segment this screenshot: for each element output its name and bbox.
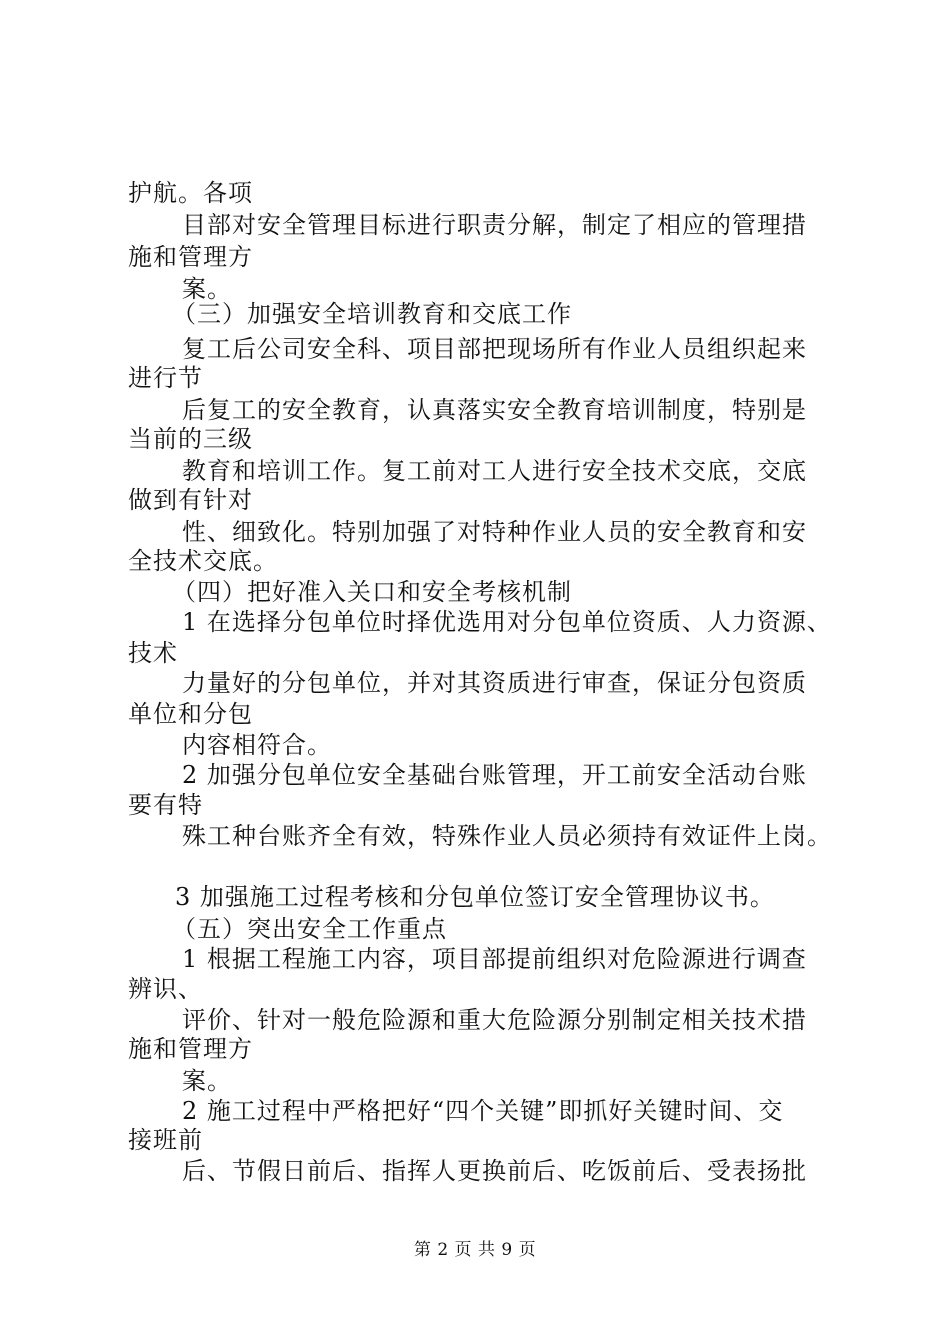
text-line: 评价、针对一般危险源和重大危险源分别制定相关技术措: [182, 1006, 807, 1034]
text-line: 技术: [128, 639, 178, 667]
text-line: 要有特: [128, 791, 203, 819]
text-line: 力量好的分包单位，并对其资质进行审查，保证分包资质: [182, 669, 807, 697]
section-heading: （五）突出安全工作重点: [172, 915, 447, 943]
text-line: 做到有针对: [128, 486, 253, 514]
text-line: 内容相符合。: [182, 731, 332, 759]
section-heading: （四）把好准入关口和安全考核机制: [172, 578, 572, 606]
text-line: 复工后公司安全科、项目部把现场所有作业人员组织起来: [182, 335, 807, 363]
text-line: 1 在选择分包单位时择优选用对分包单位资质、人力资源、: [182, 608, 832, 636]
text-line: 2 加强分包单位安全基础台账管理，开工前安全活动台账: [182, 761, 807, 789]
text-line: 进行节: [128, 364, 203, 392]
text-line: 3 加强施工过程考核和分包单位签订安全管理协议书。: [175, 883, 775, 911]
text-line: 2 施工过程中严格把好“四个关键”即抓好关键时间、交: [182, 1097, 784, 1125]
section-heading: （三）加强安全培训教育和交底工作: [172, 300, 572, 328]
text-line: 后复工的安全教育，认真落实安全教育培训制度，特别是: [182, 396, 807, 424]
text-line: 性、细致化。特别加强了对特种作业人员的安全教育和安: [182, 518, 807, 546]
text-line: 当前的三级: [128, 425, 253, 453]
text-line: 案。: [182, 1067, 232, 1095]
page-footer: 第 2 页 共 9 页: [413, 1240, 537, 1260]
text-line: 辨识、: [128, 975, 203, 1003]
text-line: 1 根据工程施工内容，项目部提前组织对危险源进行调查: [182, 945, 807, 973]
text-line: 目部对安全管理目标进行职责分解，制定了相应的管理措: [182, 211, 807, 239]
text-line: 教育和培训工作。复工前对工人进行安全技术交底，交底: [182, 457, 807, 485]
text-line: 后、节假日前后、指挥人更换前后、吃饭前后、受表扬批: [182, 1157, 807, 1185]
text-line: 案。: [182, 275, 232, 303]
text-line: 护航。各项: [128, 179, 253, 207]
text-line: 单位和分包: [128, 700, 253, 728]
text-line: 施和管理方: [128, 1035, 253, 1063]
text-line: 殊工种台账齐全有效，特殊作业人员必须持有效证件上岗。: [182, 822, 832, 850]
text-line: 全技术交底。: [128, 547, 278, 575]
text-line: 施和管理方: [128, 243, 253, 271]
text-line: 接班前: [128, 1126, 203, 1154]
